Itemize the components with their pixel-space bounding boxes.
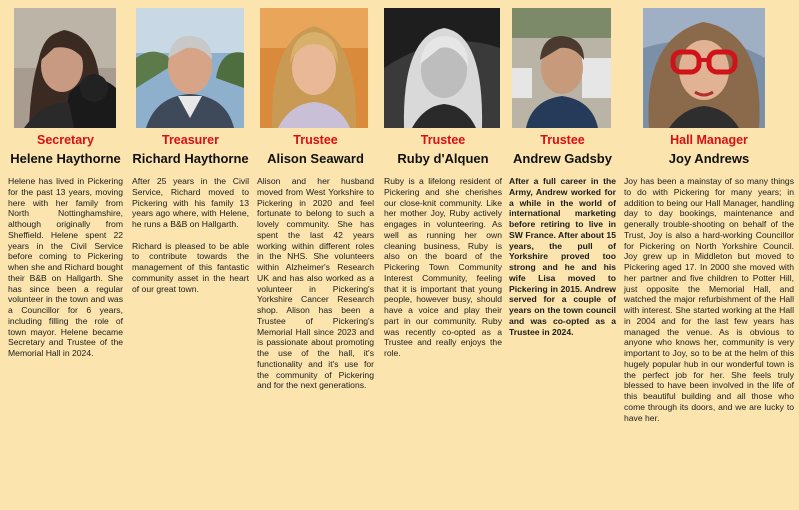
ruby-bio-paragraph: Ruby is a lifelong resident of Pickering and she cherishes our close-knit community. Like her mother Joy, Ruby actively engages in volunteering. As well as running her own cleaning business, Ruby is also on the board of the Pickering Town Community Interest Community, feeling that it is important that young people, however busy, should have a voice and play their part in our community. Ruby was recently co-opted as a Trustee and really enjoys the role.: [384, 176, 502, 358]
richard-bio: [132, 176, 249, 294]
ruby-bio: [384, 176, 502, 359]
andrew-photo: [512, 8, 611, 128]
alison-role: Trustee: [293, 133, 338, 147]
alison-bio: [257, 176, 374, 391]
andrew-name: Andrew Gadsby: [513, 151, 612, 166]
ruby-name: Ruby d'Alquen: [397, 151, 489, 166]
ruby-photo: [384, 8, 500, 128]
joy-role: Hall Manager: [670, 133, 748, 147]
richard-role: Treasurer: [162, 133, 219, 147]
helene-name: Helene Haythorne: [10, 151, 121, 166]
alison-name: Alison Seaward: [267, 151, 364, 166]
joy-bio-paragraph: Joy has been a mainstay of so many things to do with Pickering for many years; in addition to being our Hall Manager, handling day to day bookings, maintenance and generally trouble-shooting on behalf of the Trust, Joy is also a hard-working Councillor for Pickering on North Yorkshire Council. Joy grew up in Middleton but moved to Pickering aged 17. In 2000 she moved with her partner and five children to Potter Hill, just opposite the Memorial Hall, and watched the major refurbishment of the Hall with interest. She started working at the Hall in 2004 and for the last few years has managed the venue. As is obvious to anyone who knows her, community is very important to Joy, so to be at the helm of this hugely popular hub in our wonderful town is the perfect job for her. She feels truly blessed to have been involved in the life of this beautiful building and all those who come through its doors, and we are lucky to have her.: [624, 176, 794, 423]
helene-photo: [14, 8, 116, 128]
joy-name: Joy Andrews: [668, 151, 750, 166]
richard-name: Richard Haythorne: [132, 151, 249, 166]
andrew-bio: [509, 176, 616, 337]
andrew-bio-paragraph: After a full career in the Army, Andrew worked for a while in the world of international marketing before retiring to live in SW France. After about 15 years, the pull of Yorkshire proved too strong and he and his wife Lisa moved to Pickering in 2015. Andrew served for a couple of years on the town council and was co-opted as a Trustee in 2024.: [509, 176, 616, 337]
joy-photo: [643, 8, 765, 128]
alison-photo: [260, 8, 368, 128]
andrew-role: Trustee: [540, 133, 585, 147]
helene-bio-paragraph: Helene has lived in Pickering for the past 13 years, moving here with her family from North Nottinghamshire, although originally from Sheffield. Helene spent 22 years in the Civil Service before coming to Pickering when she and Richard bought their B&B on Hallgarth. She has since been a regular volunteer in the town and was a Councillor for 6 years, including filling the role of town mayor. Helene became Secretary and Trustee of the Memorial Hall in 2024.: [8, 176, 123, 358]
alison-bio-paragraph: Alison and her husband moved from West Yorkshire to Pickering in 2020 and feel fortunate to belong to such a lovely community. She has spent the last 42 years working within different roles in the NHS. She volunteers within Alzheimer's Research UK and has also worked as a volunteer in Pickering's Yorkshire Cancer Research shop. Alison has been a Trustee of Pickering's Memorial Hall since 2023 and is passionate about promoting the use of the hall, it's functionality and it's use for the community of Pickering and for the next generations.: [257, 176, 374, 391]
joy-bio: [624, 176, 794, 423]
richard-bio-paragraph-1: After 25 years in the Civil Service, Richard moved to Pickering with his family 13 years ago where, with Helene, he runs a B&B on Hallgarth.: [132, 176, 249, 229]
helene-role: Secretary: [37, 133, 94, 147]
ruby-role: Trustee: [420, 133, 466, 147]
richard-photo: [136, 8, 244, 128]
richard-bio-paragraph-2: Richard is pleased to be able to contribute towards the management of this fantastic community asset in the heart of our great town.: [132, 240, 249, 294]
helene-bio: [8, 176, 123, 359]
